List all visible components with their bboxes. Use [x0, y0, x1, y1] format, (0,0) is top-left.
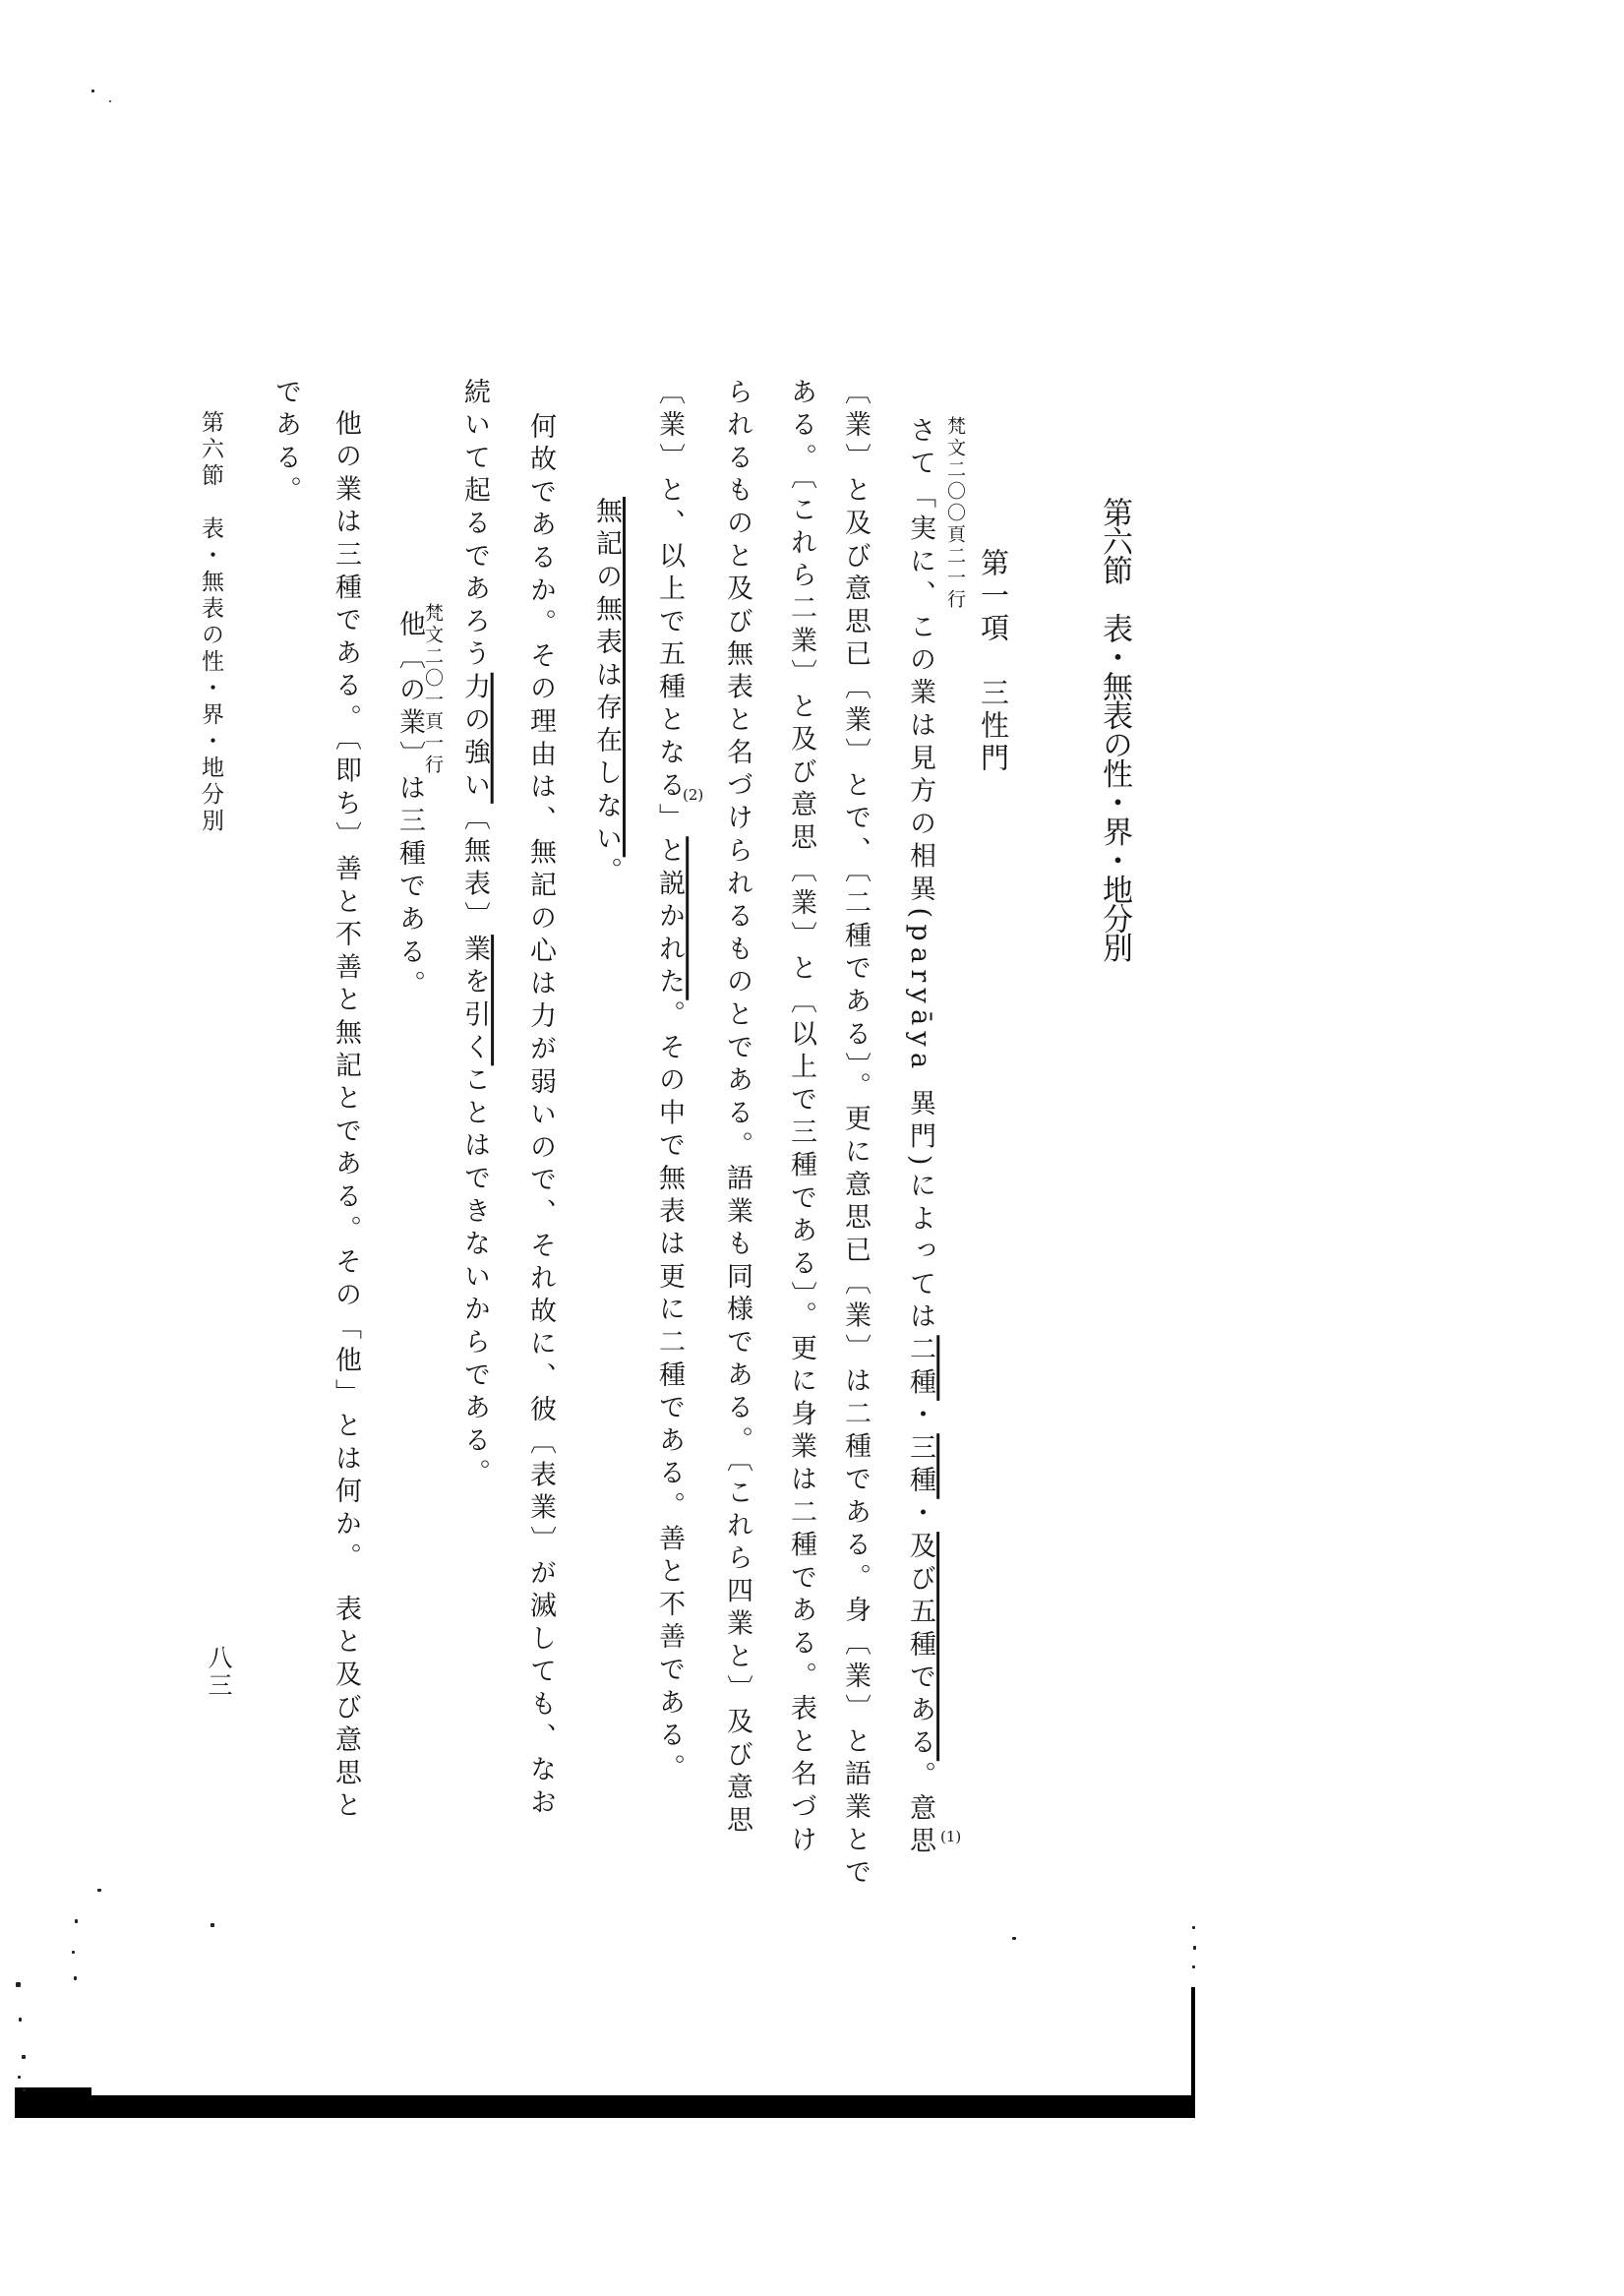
subsection-heading: 第一項 三性門: [977, 548, 1010, 775]
scan-speck: [18, 2076, 21, 2079]
scan-artifact-vertical-line: [1191, 1987, 1195, 2100]
scan-speck: [1193, 1946, 1196, 1950]
text-column-7: [527, 412, 554, 1821]
scan-speck: [23, 2088, 26, 2091]
emphasized-text: 業を引く: [459, 935, 490, 1066]
margin-note-sanskrit-ref-1: 梵文二〇〇頁二一行: [944, 416, 966, 611]
text-segment: 続いて起るであろう: [459, 378, 490, 673]
text-column-4: [724, 378, 751, 1839]
scan-speck: [75, 1919, 78, 1923]
margin-note-sanskrit-ref-2: 梵文二〇一頁一行: [422, 603, 444, 776]
section-title: 第六節 表・無表の性・界・地分別: [1097, 497, 1132, 961]
scan-speck: [1192, 1926, 1195, 1929]
footnote-marker-2: (2): [683, 786, 704, 804]
text-segment: 。: [591, 857, 622, 890]
text-segment: 〔無表〕: [459, 803, 490, 936]
page-number: 八三: [205, 1645, 233, 1700]
text-segment: 他〔の業〕は三種である。: [394, 610, 425, 1003]
scan-speck: [211, 1923, 214, 1927]
text-column-1: [907, 416, 933, 1859]
scan-speck: [74, 1976, 77, 1980]
text-column-8: [461, 378, 488, 1491]
scan-artifact-bar-left-nub: [15, 2087, 91, 2097]
text-segment: 〔業〕と、以上で五種となる」: [654, 378, 685, 837]
emphasized-text: 無記の無表は存在しない: [591, 497, 622, 858]
text-segment: 。その中で無表は更に二種である。善と不善である。: [654, 999, 685, 1786]
scan-speck: [97, 1889, 101, 1892]
text-segment: 他の業は三種である。〔即ち〕善と不善と無記とである。その「他」とは何か。 表と及び意思と: [331, 409, 361, 1825]
text-segment: さて「実に、この業は見方の相異(paryāya 異門)によっては: [905, 416, 935, 1336]
scan-speck: [16, 1982, 21, 1987]
text-segment: ある。〔これら二業〕と及び意思〔業〕と〔以上で三種である〕。更に身業は二種である。表と名づけ: [786, 378, 816, 1858]
text-column-11: [272, 378, 299, 509]
emphasized-text: 力の強い: [459, 672, 490, 804]
footnote-marker-1: (1): [940, 1828, 962, 1845]
text-segment: 〔業〕と及び意思已〔業〕とで、〔二種である〕。更に意思已〔業〕は二種である。身〔業〕と語業とで: [840, 378, 871, 1892]
scan-artifact-bottom-bar: [15, 2095, 1195, 2118]
text-segment: 。意思: [905, 1761, 935, 1860]
running-header: 第六節 表・無表の性・界・地分別: [198, 410, 223, 835]
text-segment: ことはできないからである。: [459, 1065, 490, 1492]
text-column-10: [332, 409, 359, 1824]
scan-speck: [1012, 1937, 1016, 1940]
emphasized-text: と説かれた: [654, 836, 685, 1000]
scan-speck: [1192, 1965, 1195, 1968]
scan-speck: [19, 2018, 22, 2022]
scan-speck: [109, 100, 111, 102]
emphasized-text: 二種: [905, 1335, 935, 1401]
text-segment: ・: [905, 1498, 935, 1533]
emphasized-text: 及び五種である: [905, 1532, 935, 1762]
text-column-9-verse: [396, 610, 423, 1003]
scan-speck: [22, 2055, 26, 2059]
text-segment: である。: [271, 378, 301, 510]
text-segment: ・: [905, 1400, 935, 1434]
text-column-2: [842, 378, 869, 1891]
text-segment: られるものと及び無表と名づけられるものとである。語業も同様である。〔これら四業と〕及び意思: [722, 378, 752, 1839]
scan-speck: [91, 90, 94, 92]
text-column-3: [788, 378, 814, 1858]
text-column-6-verse: [593, 497, 620, 890]
text-segment: 何故であるか。その理由は、無記の心は力が弱いので、それ故に、彼〔表業〕が滅しても、なお: [525, 412, 556, 1821]
emphasized-text: 三種: [905, 1433, 935, 1499]
scan-speck: [72, 1951, 75, 1954]
text-column-5: [656, 378, 683, 1786]
